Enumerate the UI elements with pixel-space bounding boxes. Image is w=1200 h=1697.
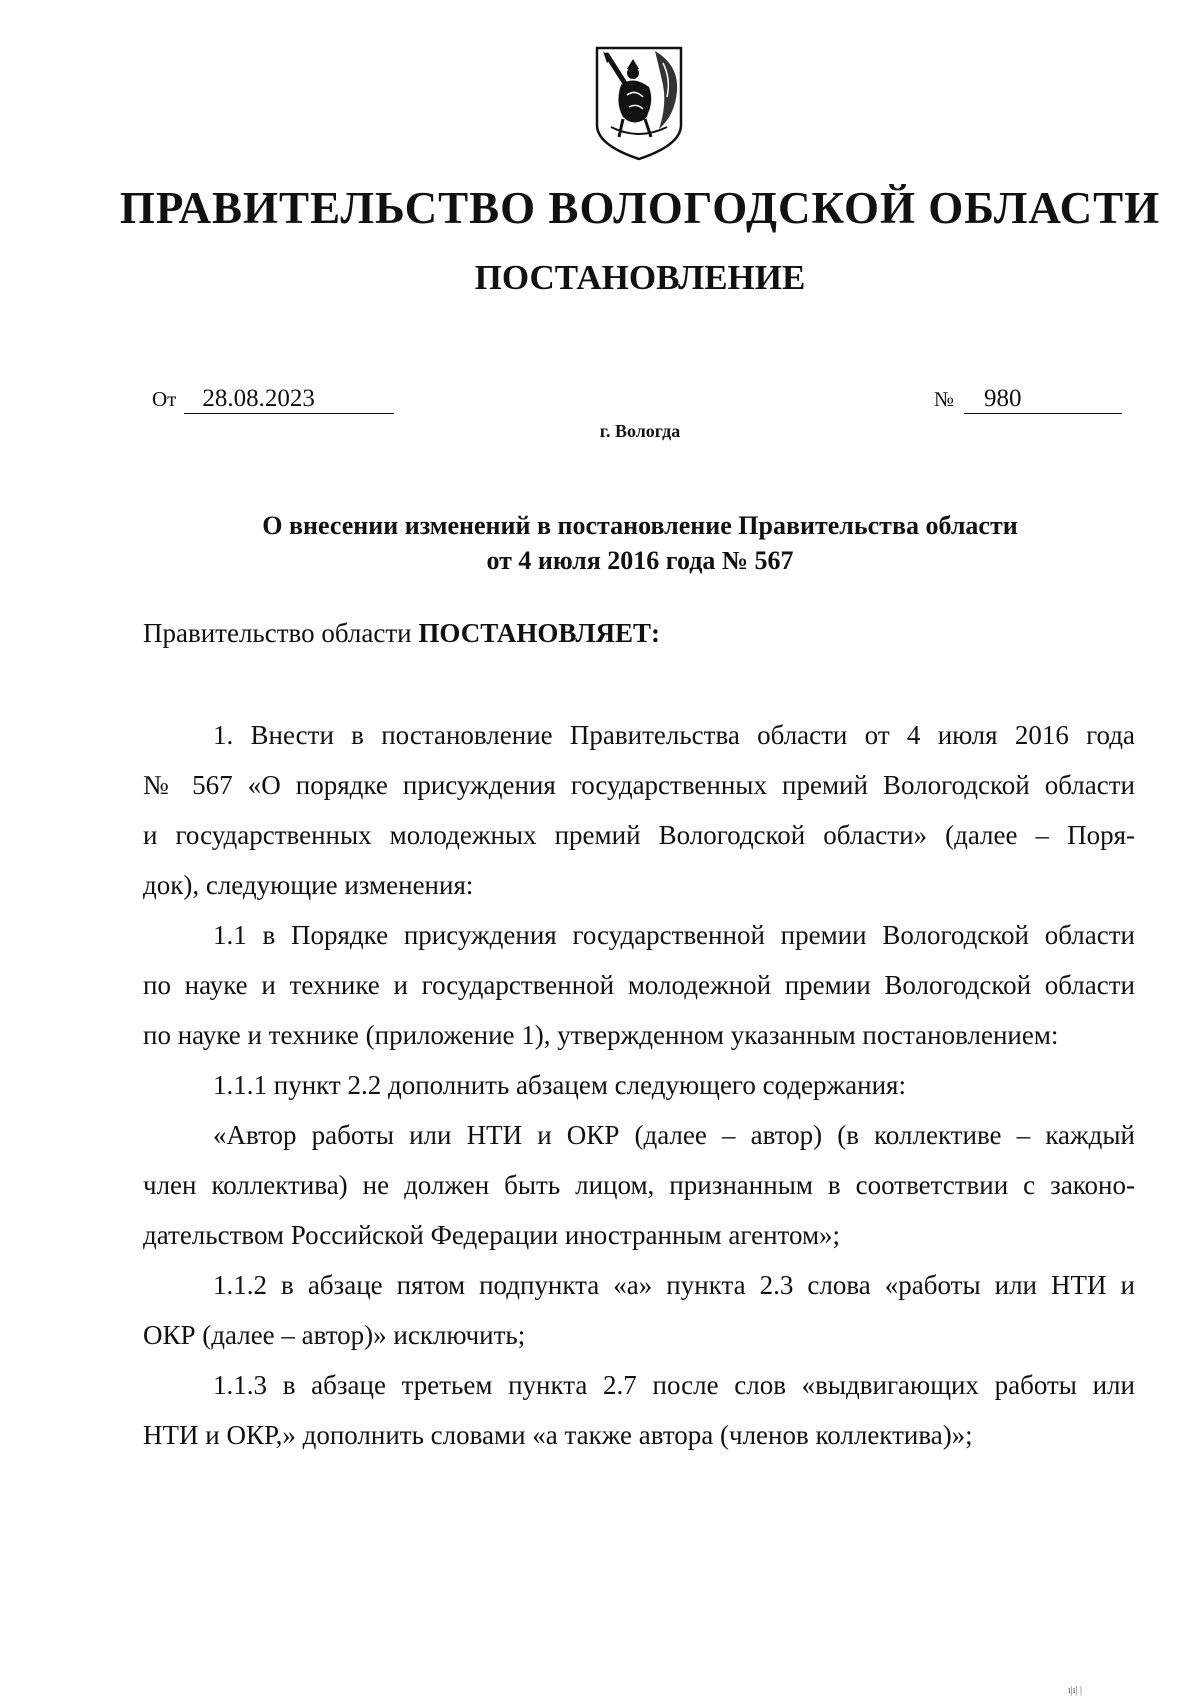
body-line: 1.1.3 в абзаце третьем пункта 2.7 после слов «выдвигающих работы или	[213, 1370, 1135, 1400]
date-prefix: От	[152, 387, 177, 411]
document-subject	[120, 508, 1160, 578]
subject-line: от 4 июля 2016 года № 567	[486, 546, 794, 575]
body-line: 1.1.2 в абзаце пятом подпункта «а» пункта 2.3 слова «работы или НТИ и	[213, 1270, 1135, 1300]
date-block	[152, 385, 394, 414]
document-type: ПОСТАНОВЛЕНИЕ	[474, 258, 806, 297]
body-line: и государственных молодежных премий Вологодской области» (далее – Поря-	[143, 820, 1135, 850]
body-line: по науке и технике и государственной молодежной премии Вологодской области	[143, 970, 1135, 1000]
body-line: 1.1.1 пункт 2.2 дополнить абзацем следующего содержания:	[213, 1070, 906, 1100]
body-line: 1. Внести в постановление Правительства области от 4 июля 2016 года	[213, 720, 1135, 750]
body-line: член коллектива) не должен быть лицом, признанным в соответствии с законо-	[143, 1170, 1135, 1200]
body-line: док), следующие изменения:	[143, 870, 474, 900]
body-line: по науке и технике (приложение 1), утвержденном указанным постановлением:	[143, 1020, 1059, 1050]
government-title: ПРАВИТЕЛЬСТВО ВОЛОГОДСКОЙ ОБЛАСТИ	[119, 183, 1161, 233]
number-prefix: №	[934, 387, 955, 411]
scan-marks: ı|ı| |	[1068, 1685, 1083, 1696]
body-line: 1.1 в Порядке присуждения государственной премии Вологодской области	[213, 920, 1135, 950]
preamble-text: Правительство области	[143, 618, 419, 648]
body-line: НТИ и ОКР,» дополнить словами «а также автора (членов коллектива)»;	[143, 1420, 973, 1450]
body-line: № 567 «О порядке присуждения государственных премий Вологодской области	[143, 770, 1135, 800]
city: г. Вологда	[599, 421, 681, 441]
vologda-coat-of-arms-icon	[593, 45, 685, 162]
body-line: «Автор работы или НТИ и ОКР (далее – автор) (в коллективе – каждый	[213, 1120, 1135, 1150]
document-date: 28.08.2023	[184, 385, 394, 414]
number-block	[934, 385, 1122, 414]
preamble-bold: ПОСТАНОВЛЯЕТ:	[418, 618, 660, 648]
preamble	[143, 618, 660, 649]
body-line: дательством Российской Федерации иностранным агентом»;	[143, 1220, 841, 1250]
document-number: 980	[964, 385, 1122, 414]
body-line: ОКР (далее – автор)» исключить;	[143, 1320, 526, 1350]
subject-line: О внесении изменений в постановление Правительства области	[262, 511, 1018, 540]
body-text	[143, 710, 1135, 1460]
